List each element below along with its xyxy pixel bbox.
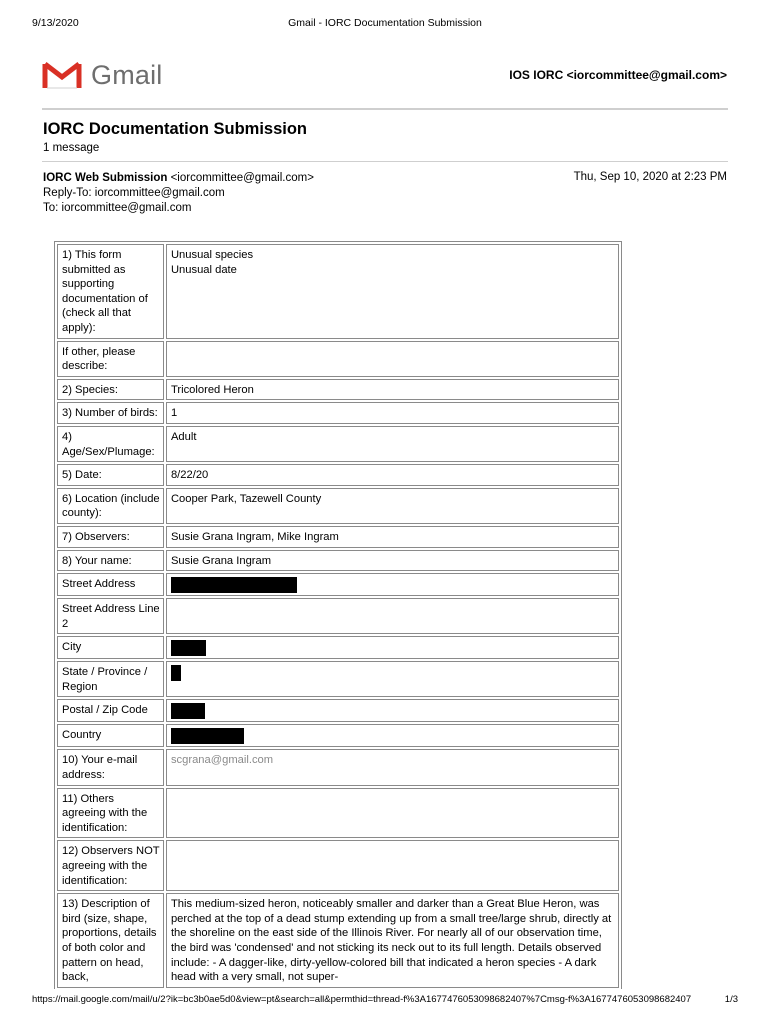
form-question: 8) Your name: (57, 550, 164, 572)
redaction-block (171, 640, 206, 656)
form-row (57, 244, 619, 339)
form-answer (166, 550, 619, 572)
form-answer (166, 636, 619, 659)
sender-name: IORC Web Submission (43, 172, 168, 184)
message-count: 1 message (43, 142, 100, 154)
form-answer (166, 749, 619, 785)
form-question: If other, please describe: (57, 341, 164, 377)
redaction-block (171, 577, 297, 593)
form-question: Street Address Line 2 (57, 598, 164, 634)
form-question: State / Province / Region (57, 661, 164, 697)
form-row (57, 426, 619, 462)
form-row (57, 379, 619, 401)
form-question: Country (57, 724, 164, 747)
form-row (57, 749, 619, 785)
subject-divider (42, 161, 728, 162)
form-question: 11) Others agreeing with the identification: (57, 788, 164, 839)
form-answer (166, 426, 619, 462)
form-question: Postal / Zip Code (57, 699, 164, 722)
answer-line: Unusual species (170, 249, 254, 261)
answer-line: Cooper Park, Tazewell County (170, 492, 322, 505)
form-answer (166, 402, 619, 424)
form-question: 2) Species: (57, 379, 164, 401)
form-answer (166, 724, 619, 747)
answer-line: Tricolored Heron (170, 383, 254, 396)
account-address: IOS IORC <iorcommittee@gmail.com> (509, 68, 727, 82)
message-date: Thu, Sep 10, 2020 at 2:23 PM (573, 171, 727, 183)
answer-line: Unusual date (170, 263, 237, 276)
form-row (57, 464, 619, 486)
form-row (57, 573, 619, 596)
form-row (57, 402, 619, 424)
form-question: 3) Number of birds: (57, 402, 164, 424)
form-row (57, 341, 619, 377)
form-question: 6) Location (include county): (57, 488, 164, 524)
form-row (57, 488, 619, 524)
email-link[interactable]: scgrana@gmail.com (170, 754, 274, 767)
header-divider (42, 108, 728, 110)
thread-subject: IORC Documentation Submission (43, 120, 308, 138)
form-answer (166, 573, 619, 596)
form-answer (166, 893, 619, 988)
form-row (57, 699, 619, 722)
form-answer (166, 699, 619, 722)
message-meta (43, 171, 314, 216)
print-url: https://mail.google.com/mail/u/2?ik=bc3b0ae5d0&view=pt&search=all&permthid=thread-f%3A1677476053098682407%7Cmsg-f%3A1677476053098682407 (32, 994, 692, 1005)
print-title: Gmail - IORC Documentation Submission (288, 17, 482, 29)
answer-line: 1 (170, 407, 178, 420)
form-question: 7) Observers: (57, 526, 164, 548)
gmail-m-icon (42, 60, 82, 90)
page-number: 1/3 (724, 994, 738, 1005)
form-answer (166, 488, 619, 524)
answer-line: Susie Grana Ingram, Mike Ingram (170, 530, 339, 543)
form-question: 5) Date: (57, 464, 164, 486)
redaction-block (171, 728, 244, 744)
form-answer (166, 661, 619, 697)
form-answer (166, 244, 619, 339)
form-question: 4) Age/Sex/Plumage: (57, 426, 164, 462)
form-row (57, 788, 619, 839)
sender-email: <iorcommittee@gmail.com> (167, 172, 314, 184)
form-row (57, 840, 619, 891)
form-row (57, 550, 619, 572)
form-row (57, 661, 619, 697)
form-row (57, 526, 619, 548)
form-answer (166, 526, 619, 548)
form-row (57, 724, 619, 747)
form-row (57, 893, 619, 988)
redaction-block (171, 665, 181, 681)
answer-line: Susie Grana Ingram (170, 554, 272, 567)
recipient: To: iorcommittee@gmail.com (43, 202, 192, 214)
answer-line: This medium-sized heron, noticeably smaller and darker than a Great Blue Heron, was perched at the top of a dead stump extending up from a small tree/large shrub, directly at the shoreline on the east side of the Illinois River. For nearly all of our observation time, the bird was 'condensed' and not sticking its neck out to its full length. Details observed include: - A dagger-like, dirty-yellow-colored bill that indicated a heron species - A dark head with a very small, not super- (170, 898, 612, 984)
form-row (57, 636, 619, 659)
form-answer (166, 379, 619, 401)
form-question: 12) Observers NOT agreeing with the identification: (57, 840, 164, 891)
form-question: City (57, 636, 164, 659)
reply-to: Reply-To: iorcommittee@gmail.com (43, 187, 225, 199)
form-question: Street Address (57, 573, 164, 596)
print-header (32, 17, 738, 31)
print-date: 9/13/2020 (32, 17, 79, 29)
form-answer (166, 788, 619, 839)
answer-line: Adult (170, 430, 197, 443)
form-answer (166, 464, 619, 486)
answer-line: 8/22/20 (170, 469, 209, 482)
message-from (43, 171, 314, 186)
submission-form-table (54, 241, 622, 991)
gmail-wordmark: Gmail (91, 60, 163, 90)
form-answer (166, 598, 619, 634)
form-question: 13) Description of bird (size, shape, proportions, details of both color and pattern on head, back, (57, 893, 164, 988)
form-question: 10) Your e-mail address: (57, 749, 164, 785)
form-question: 1) This form submitted as supporting documentation of (check all that apply): (57, 244, 164, 339)
gmail-logo[interactable] (42, 60, 163, 90)
redaction-block (171, 703, 205, 719)
form-answer (166, 840, 619, 891)
form-row (57, 598, 619, 634)
form-answer (166, 341, 619, 377)
